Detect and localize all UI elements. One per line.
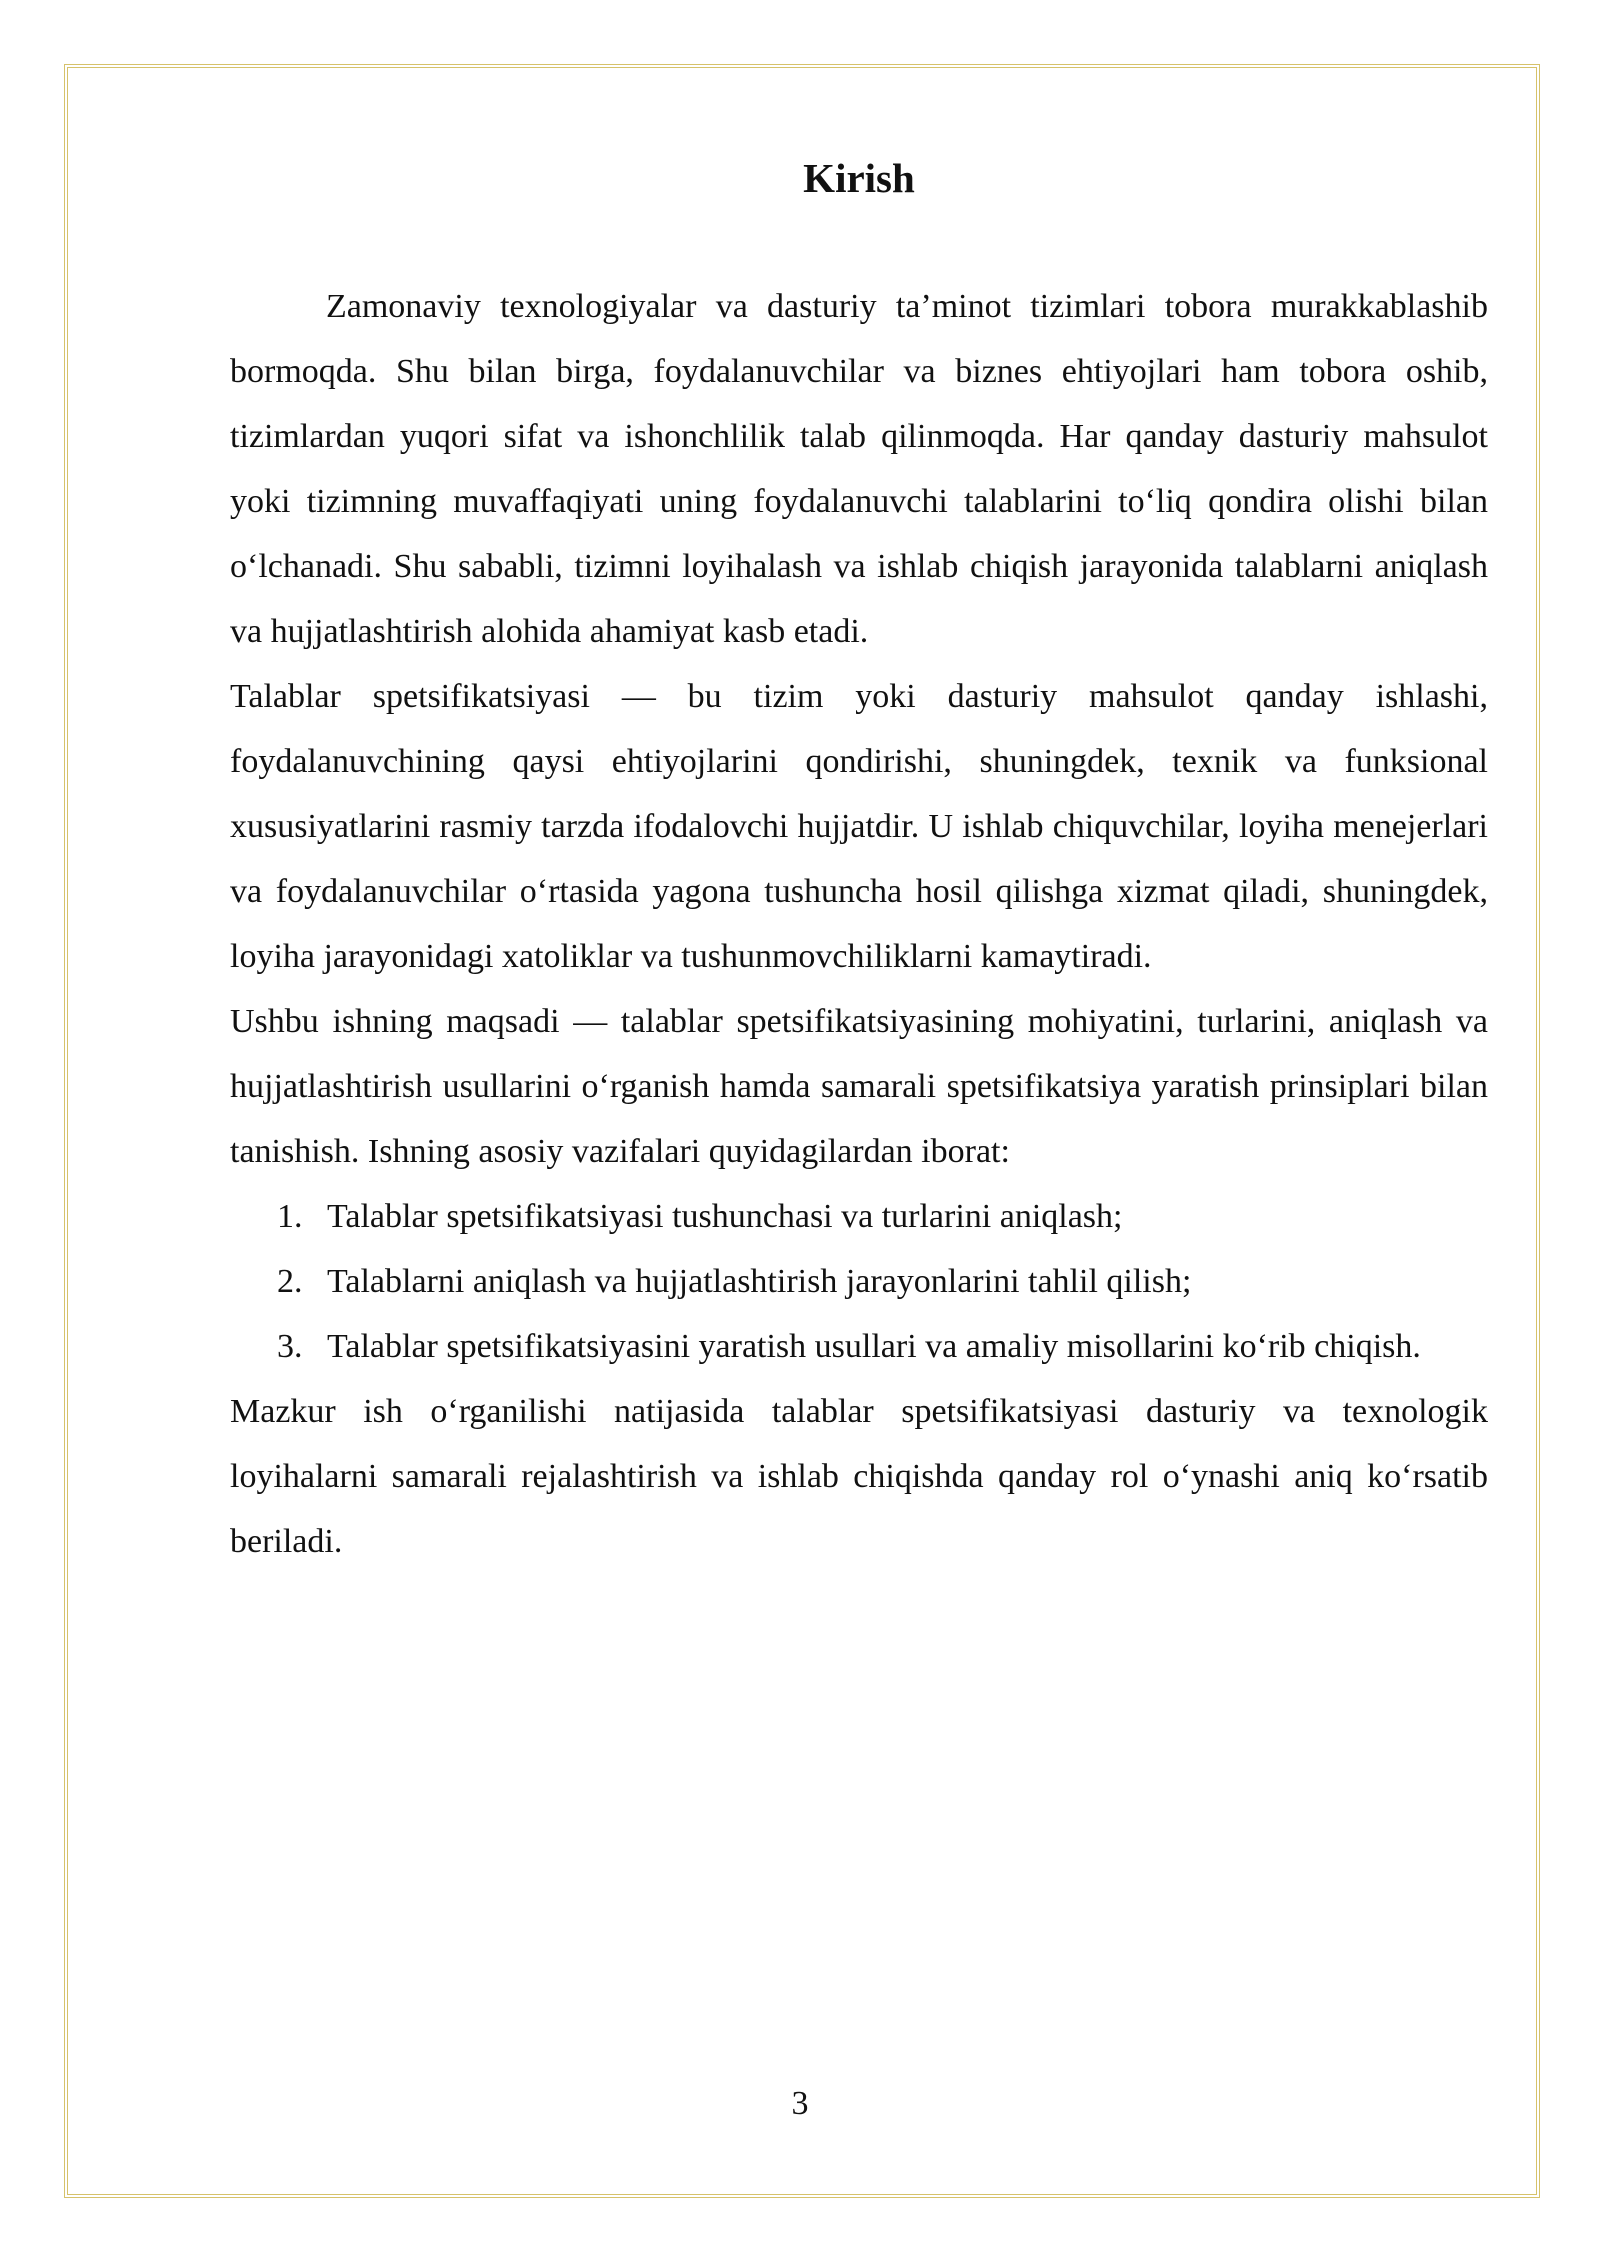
list-item xyxy=(230,1249,1488,1314)
document-body xyxy=(230,150,1488,1574)
list-item-text: Talablarni aniqlash va hujjatlashtirish jarayonlarini tahlil qilish; xyxy=(327,1263,1192,1300)
paragraph-conclusion: Mazkur ish o‘rganilishi natijasida talablar spetsifikatsiyasi dasturiy va texnologik loyihalarni samarali rejalashtirish va ishlab chiqishda qanday rol o‘ynashi aniq ko‘rsatib beriladi. xyxy=(230,1393,1488,1560)
page-number: 3 xyxy=(791,2085,809,2122)
list-item-number: 3. xyxy=(277,1328,303,1365)
list-item-text: Talablar spetsifikatsiyasini yaratish usullari va amaliy misollarini ko‘rib chiqish. xyxy=(327,1328,1421,1365)
list-item-number: 1. xyxy=(277,1198,303,1235)
list-item xyxy=(230,1184,1488,1249)
paragraph-intro: Zamonaviy texnologiyalar va dasturiy ta’minot tizimlari tobora murakkablashib bormoqda. Shu bilan birga, foydalanuvchilar va biznes ehtiyojlari ham tobora oshib, tizimlardan yuqori sifat va ishonchlilik talab qilinmoqda. Har qanday dasturiy mahsulot yoki tizimning muvaffaqiyati uning foydalanuvchi talablarini to‘liq qondira olishi bilan o‘lchanadi. Shu sababli, tizimni loyihalash va ishlab chiqish jarayonida talablarni aniqlash va hujjatlashtirish alohida ahamiyat kasb etadi. xyxy=(230,288,1488,650)
paragraph-definition: Talablar spetsifikatsiyasi — bu tizim yoki dasturiy mahsulot qanday ishlashi, foydalanuvchining qaysi ehtiyojlarini qondirishi, shuningdek, texnik va funksional xususiyatlarini rasmiy tarzda ifodalovchi hujjatdir. U ishlab chiquvchilar, loyiha menejerlari va foydalanuvchilar o‘rtasida yagona tushuncha hosil qilishga xizmat qiladi, shuningdek, loyiha jarayonidagi xatoliklar va tushunmovchiliklarni kamaytiradi. xyxy=(230,678,1488,975)
list-item-text: Talablar spetsifikatsiyasi tushunchasi va turlarini aniqlash; xyxy=(327,1198,1123,1235)
page-title: Kirish xyxy=(803,155,915,201)
task-list xyxy=(230,1184,1488,1379)
list-item-number: 2. xyxy=(277,1263,303,1300)
list-item xyxy=(230,1314,1488,1379)
paragraph-purpose: Ushbu ishning maqsadi — talablar spetsifikatsiyasining mohiyatini, turlarini, aniqlash va hujjatlashtirish usullarini o‘rganish hamda samarali spetsifikatsiya yaratish prinsiplari bilan tanishish. Ishning asosiy vazifalari quyidagilardan iborat: xyxy=(230,1003,1488,1170)
